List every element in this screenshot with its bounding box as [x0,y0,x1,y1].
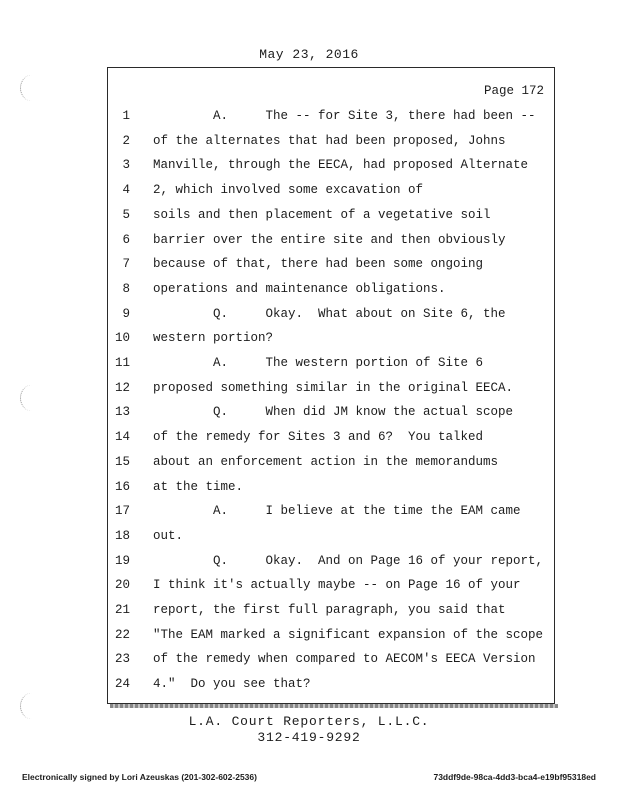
transcript-line [0,233,618,258]
reporter-phone: 312-419-9292 [257,730,361,745]
line-number: 2 [122,133,130,148]
line-number: 18 [114,528,130,543]
transcript-line [0,134,618,159]
transcript-line [0,529,618,554]
document-hash: 73ddf9de-98ca-4dd3-bca4-e19bf95318ed [433,772,596,782]
transcript-line [0,307,618,332]
line-number: 14 [114,430,130,445]
transcript-line [0,183,618,208]
transcript-line [0,480,618,505]
line-number: 17 [114,504,130,519]
transcript-line [0,208,618,233]
line-text: of the remedy for Sites 3 and 6? You talked [153,430,484,445]
line-number: 4 [122,183,130,198]
transcript-line [0,257,618,282]
page-number: Page 172 [483,84,544,98]
line-number: 11 [114,356,130,370]
transcript-line [0,381,618,406]
transcript-line [0,455,618,480]
transcript-line [0,554,618,579]
line-number: 5 [122,207,130,222]
reporter-company: L.A. Court Reporters, L.L.C. [188,714,430,729]
line-text: soils and then placement of a vegetative soil [153,207,491,222]
line-number: 9 [122,306,130,321]
line-text: 2, which involved some excavation of [153,183,424,198]
transcript-line [0,430,618,455]
line-text: out. [153,528,184,543]
transcript-line [0,405,618,430]
line-number: 16 [114,479,130,494]
line-text: I think it's actually maybe -- on Page 16 of your [153,578,521,593]
line-text: A. I believe at the time the EAM came [153,504,521,519]
line-number: 3 [122,158,130,173]
line-text: 4." Do you see that? [153,677,311,692]
punch-hole-mark [20,693,43,719]
line-number: 6 [122,232,130,247]
page-border-shadow [110,704,558,708]
transcript-line [0,158,618,183]
line-number: 7 [122,257,130,272]
transcript-line [0,677,618,702]
line-text: because of that, there had been some ongoing [153,257,484,272]
line-text: A. The western portion of Site 6 [153,356,484,370]
line-number: 1 [122,109,130,123]
line-text: Q. Okay. What about on Site 6, the [153,306,506,321]
line-number: 20 [114,578,130,593]
transcript-line [0,356,618,381]
transcript-line [0,331,618,356]
line-text: at the time. [153,479,244,494]
line-number: 21 [114,603,130,617]
line-number: 15 [114,454,130,469]
line-number: 8 [122,281,130,296]
line-number: 23 [114,652,130,667]
transcript-line [0,282,618,307]
line-number: 19 [114,553,130,568]
line-text: report, the first full paragraph, you said that [153,603,506,617]
transcript-date: May 23, 2016 [259,47,359,62]
line-number: 22 [114,627,130,642]
transcript-line [0,628,618,653]
transcript-line [0,109,618,134]
electronic-signature: Electronically signed by Lori Azeuskas (201-302-602-2536) [22,772,257,782]
line-number: 12 [114,380,130,395]
line-text: proposed something similar in the original EECA. [153,380,514,395]
transcript-line [0,504,618,529]
line-text: of the remedy when compared to AECOM's EECA Version [153,652,536,667]
line-text: Q. When did JM know the actual scope [153,405,514,420]
punch-hole-mark [20,385,43,411]
line-text: of the alternates that had been proposed, Johns [153,133,506,148]
transcript-line [0,652,618,677]
transcript-line [0,578,618,603]
line-text: Manville, through the EECA, had proposed Alternate [153,158,529,173]
transcript-line [0,603,618,628]
line-number: 13 [114,405,130,420]
line-text: western portion? [153,331,274,346]
line-text: barrier over the entire site and then obviously [153,232,506,247]
line-text: A. The -- for Site 3, there had been -- [153,109,536,123]
line-text: "The EAM marked a significant expansion of the scope [153,627,544,642]
line-text: Q. Okay. And on Page 16 of your report, [153,553,544,568]
punch-hole-mark [20,75,43,101]
line-text: about an enforcement action in the memorandums [153,454,499,469]
line-number: 24 [114,677,130,692]
line-text: operations and maintenance obligations. [153,281,446,296]
line-number: 10 [114,331,130,346]
